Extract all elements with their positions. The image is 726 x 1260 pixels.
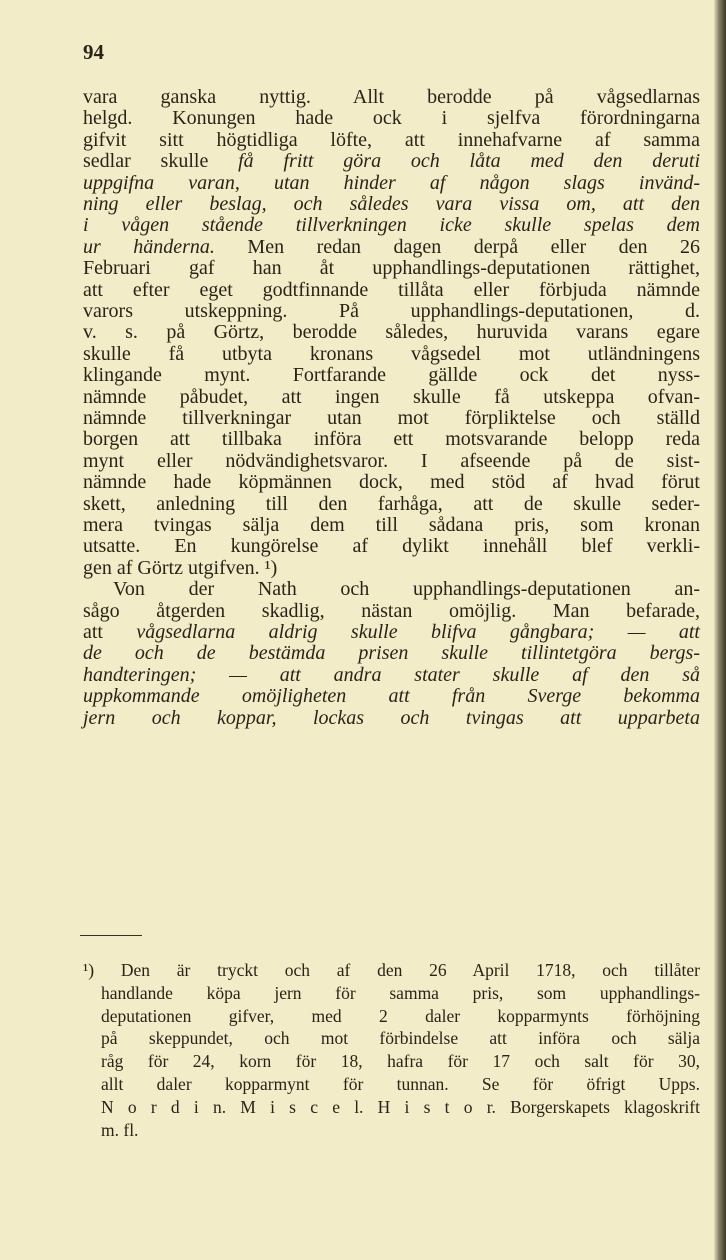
text-line xyxy=(83,471,700,493)
text-segment: mynt eller nödvändighetsvaror. I afseende på de sist- xyxy=(83,449,700,472)
italic-text: ning eller beslag, och således vara vissa om, att den xyxy=(83,193,700,215)
footnote-rule xyxy=(80,935,142,936)
text-segment: nämnde påbudet, att ingen skulle få utskeppa ofvan- xyxy=(83,385,700,408)
text-line xyxy=(83,535,700,557)
text-line xyxy=(83,642,700,664)
text-line xyxy=(83,407,700,429)
text-line xyxy=(83,450,700,472)
text-line xyxy=(83,386,700,408)
text-segment: vara ganska nyttig. Allt berodde på vågsedlarnas xyxy=(83,86,700,108)
text-segment: Men redan dagen derpå eller den 26 xyxy=(214,235,700,258)
text-segment: Von der Nath och upphandlings-deputationen an- xyxy=(113,578,700,601)
footnote-line: på skeppundet, och mot förbindelse att införa och sälja xyxy=(101,1028,700,1049)
text-line xyxy=(83,172,700,194)
text-segment: mera tvingas sälja dem till sådana pris, som kronan xyxy=(83,514,700,536)
italic-text: få fritt göra och låta med den deruti xyxy=(238,150,701,173)
text-line xyxy=(83,664,700,686)
footnote-line: deputationen gifver, med 2 daler kopparmynts förhöjning xyxy=(101,1005,700,1026)
text-line xyxy=(83,343,700,365)
text-segment: skulle få utbyta kronans vågsedel mot utländningens xyxy=(83,342,700,365)
italic-text: de och de bestämda prisen skulle tillintetgöra bergs- xyxy=(83,642,700,665)
italic-text: handteringen; — att andra stater skulle af den så xyxy=(83,663,700,686)
text-segment: nämnde tillverkningar utan mot förpliktelse och ställd xyxy=(83,407,700,429)
text-segment: gifvit sitt högtidliga löfte, att innehafvarne af samma xyxy=(83,128,700,151)
text-line xyxy=(83,86,700,108)
text-segment: borgen att tillbaka införa ett motsvarande belopp reda xyxy=(83,428,700,451)
text-segment: v. s. på Görtz, berodde således, huruvida varans egare xyxy=(83,321,700,344)
text-segment: utsatte. En kungörelse af dylikt innehåll blef verkli- xyxy=(83,535,700,558)
italic-text: uppgifna varan, utan hinder af någon slags invänd- xyxy=(83,171,700,194)
text-segment: klingande mynt. Fortfarande gällde ock det nyss- xyxy=(83,364,700,387)
text-segment: skett, anledning till den farhåga, att de skulle seder- xyxy=(83,492,700,515)
text-line xyxy=(83,257,700,279)
text-segment: varors utskeppning. På upphandlings-deputationen, d. xyxy=(83,300,700,322)
footnote-line: handlande köpa jern för samma pris, som upphandlings- xyxy=(101,982,700,1003)
text-line xyxy=(83,600,700,622)
text-line xyxy=(83,685,700,707)
italic-text: vågsedlarna aldrig skulle blifva gångbara; — att xyxy=(136,621,700,643)
text-line xyxy=(83,107,700,129)
footnote-line: allt daler kopparmynt för tunnan. Se för öfrigt Upps. xyxy=(101,1074,700,1094)
text-segment: gen af Görtz utgifven. ¹) xyxy=(83,556,278,579)
text-line xyxy=(83,150,700,172)
page-number: 94 xyxy=(83,40,104,64)
footnote-line: ¹) Den är tryckt och af den 26 April 1718, och tillåter xyxy=(83,960,700,980)
text-segment: sedlar skulle xyxy=(83,150,239,173)
text-line xyxy=(83,364,700,386)
text-segment: nämnde hade köpmännen dock, med stöd af hvad förut xyxy=(83,471,700,494)
text-segment: sågo åtgerden skadlig, nästan omöjlig. Man befarade, xyxy=(83,599,700,622)
text-line xyxy=(83,557,700,579)
text-line xyxy=(83,707,700,729)
italic-text: uppkommande omöjligheten att från Sverge bekomma xyxy=(83,685,700,708)
footnote-line: råg för 24, korn för 18, hafra för 17 och salt för 30, xyxy=(101,1051,700,1072)
italic-text: jern och koppar, lockas och tvingas att upparbeta xyxy=(83,706,700,729)
text-line xyxy=(83,300,700,322)
text-line xyxy=(83,493,700,515)
text-line xyxy=(83,514,700,536)
text-line xyxy=(83,129,700,151)
text-line xyxy=(83,236,700,258)
text-line xyxy=(83,279,700,301)
footnote-line: N o r d i n. M i s c e l. H i s t o r. Borgerskapets klagoskrift xyxy=(101,1096,700,1117)
book-spine-edge xyxy=(714,0,726,1260)
italic-text: i vågen stående tillverkningen icke skulle spelas dem xyxy=(83,214,700,237)
text-line xyxy=(83,621,700,643)
text-segment: att efter eget godtfinnande tillåta eller förbjuda nämnde xyxy=(83,278,700,301)
text-line xyxy=(83,321,700,343)
text-line xyxy=(83,193,700,215)
italic-text: ur händerna. xyxy=(83,235,215,258)
text-segment: att xyxy=(83,621,137,643)
text-line xyxy=(83,214,700,236)
text-segment: Februari gaf han åt upphandlings-deputationen rättighet, xyxy=(83,257,700,280)
text-line xyxy=(113,578,700,600)
text-segment: helgd. Konungen hade ock i sjelfva förordningarna xyxy=(83,107,700,130)
text-line xyxy=(83,428,700,450)
footnote-line: m. fl. xyxy=(101,1119,139,1140)
